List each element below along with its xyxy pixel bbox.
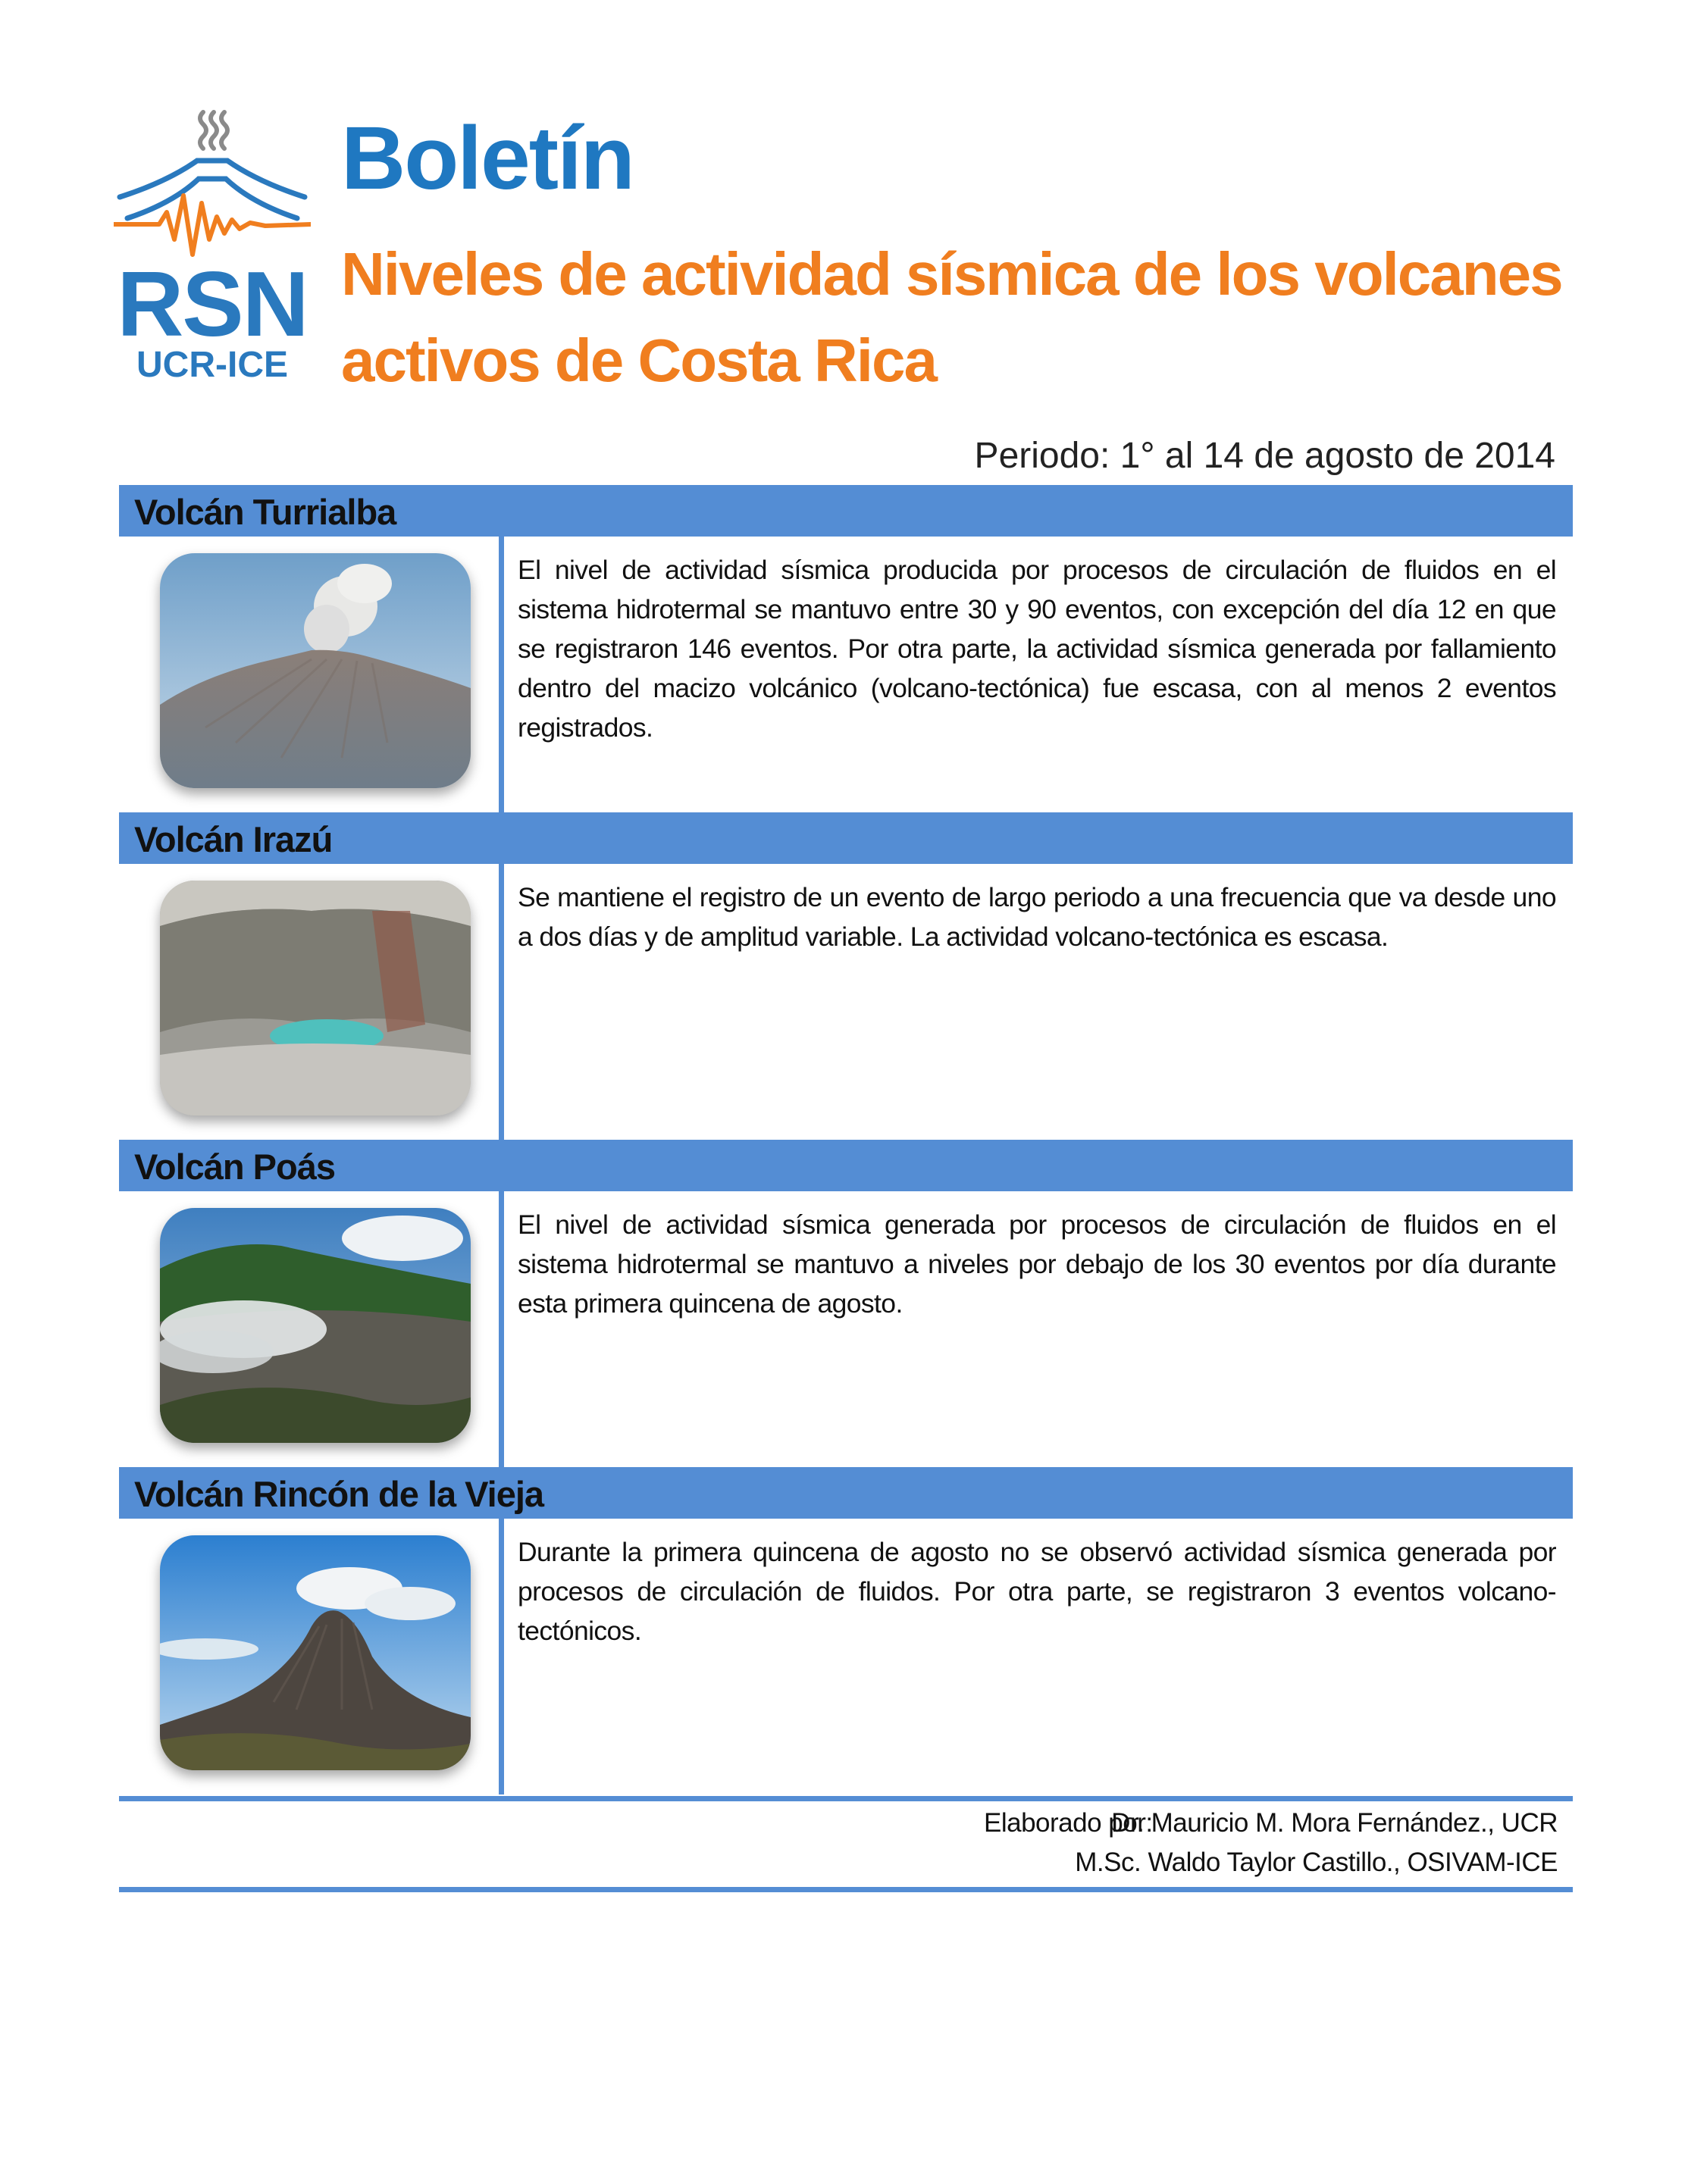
section-header	[119, 1467, 1573, 1519]
section-header	[119, 1140, 1573, 1191]
irazu-crater-photo	[160, 881, 471, 1115]
section-body	[119, 1191, 1573, 1467]
footer-top-rule	[119, 1796, 1573, 1801]
column-divider	[499, 537, 504, 812]
rsn-logo	[114, 106, 311, 386]
section-description: Se mantiene el registro de un evento de largo periodo a una frecuencia que va desde uno a dos días y de amplitud variable. La actividad volcano-tectónica es escasa.	[518, 882, 1556, 952]
credits-label: Elaborado por:	[984, 1808, 1153, 1838]
credit-author-1: Dr. Mauricio M. Mora Fernández., UCR	[1111, 1808, 1558, 1838]
rincon-de-la-vieja-photo	[160, 1535, 471, 1770]
section-body	[119, 537, 1573, 812]
section-title: Volcán Turrialba	[134, 492, 396, 532]
section-body	[119, 1519, 1573, 1794]
poas-crater-photo	[160, 1208, 471, 1443]
section-title: Volcán Irazú	[134, 819, 333, 859]
column-divider	[499, 864, 504, 1140]
period-label: Periodo: 1° al 14 de agosto de 2014	[974, 436, 1555, 476]
volcano-seismograph-icon	[114, 106, 311, 258]
section-header	[119, 485, 1573, 537]
logo-rsn-text: RSN	[117, 252, 308, 355]
turrialba-volcano-photo	[160, 553, 471, 788]
logo-ucr-ice-text: UCR-ICE	[136, 345, 288, 385]
section-description: El nivel de actividad sísmica generada por procesos de circulación de fluidos en el sistema hidrotermal se mantuvo a niveles por debajo de los 30 eventos por día durante esta primera quincena de agosto.	[518, 1209, 1556, 1319]
column-divider	[499, 1519, 504, 1794]
page-subtitle	[341, 231, 1592, 404]
section-body	[119, 864, 1573, 1140]
section-title: Volcán Rincón de la Vieja	[134, 1474, 544, 1514]
credit-author-2: M.Sc. Waldo Taylor Castillo., OSIVAM-ICE	[1075, 1848, 1558, 1877]
footer-bottom-rule	[119, 1887, 1573, 1892]
section-title: Volcán Poás	[134, 1147, 336, 1187]
column-divider	[499, 1191, 504, 1467]
section-description: El nivel de actividad sísmica producida por procesos de circulación de fluidos en el sistema hidrotermal se mantuvo entre 30 y 90 eventos, con excepción del día 12 en que se registraron 146 eventos. Por otra parte, la actividad sísmica generada por fallamiento dentro del macizo volcánico (volcano-tectónica) fue escasa, con al menos 2 eventos registrados.	[518, 555, 1556, 743]
section-header	[119, 812, 1573, 864]
subtitle-line-2: activos de Costa Rica	[341, 327, 936, 394]
subtitle-line-1: Niveles de actividad sísmica de los volcanes	[341, 240, 1562, 308]
section-description: Durante la primera quincena de agosto no se observó actividad sísmica generada por procesos de circulación de fluidos. Por otra parte, se registraron 3 eventos volcano-tectónicos.	[518, 1537, 1556, 1646]
page-title: Boletín	[341, 108, 634, 208]
